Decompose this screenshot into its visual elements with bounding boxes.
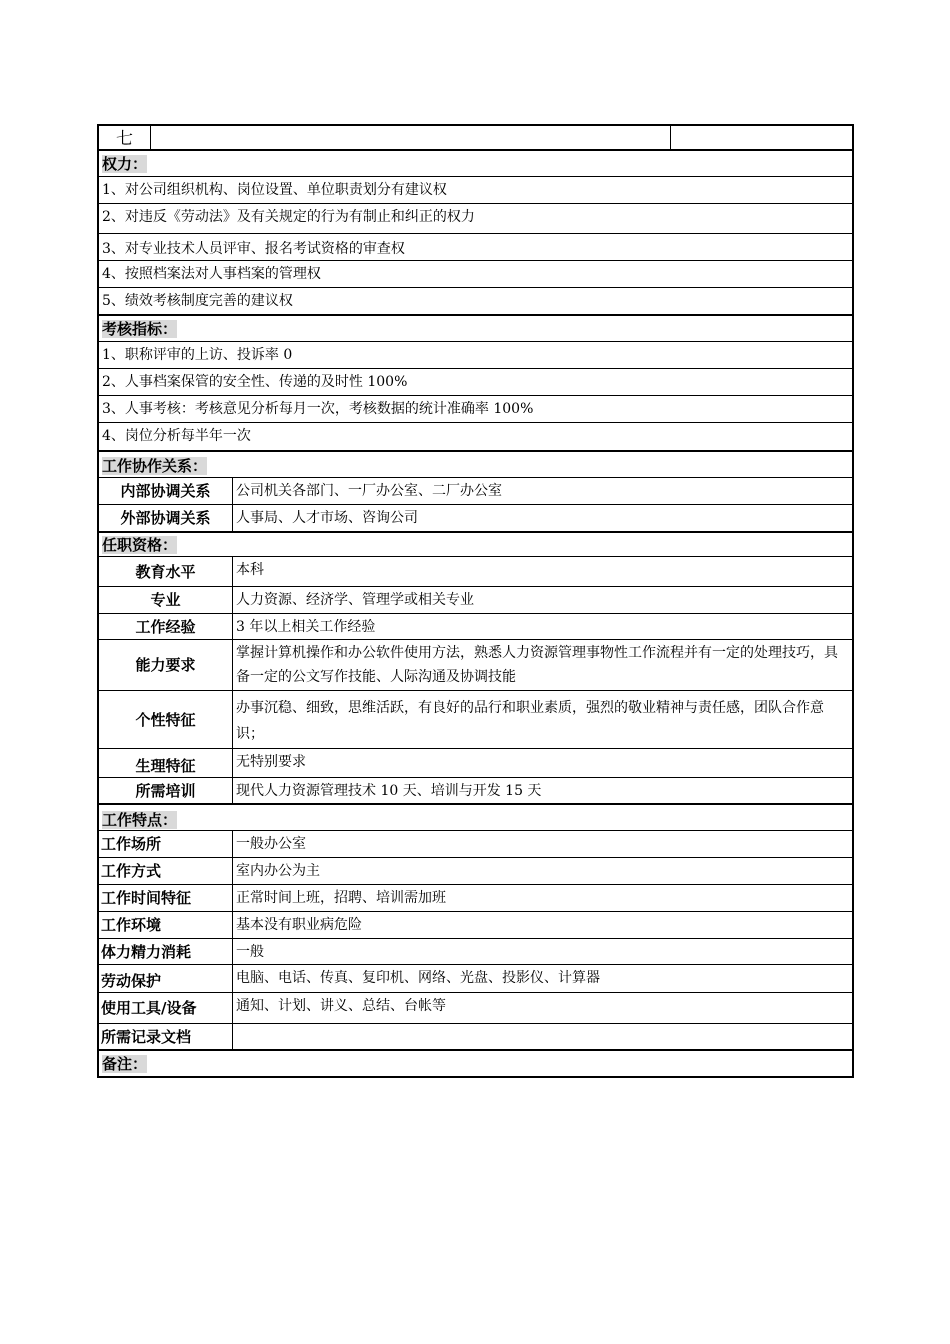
table-row — [97, 749, 854, 778]
list-item — [97, 261, 854, 288]
table-row — [97, 587, 854, 614]
relation-label: 外部协调关系 — [99, 505, 233, 531]
table-row — [97, 831, 854, 858]
kpi-item: 1、职称评审的上访、投诉率 0 — [102, 347, 293, 363]
relations-heading: 工作协作关系： — [102, 457, 208, 475]
list-item — [97, 342, 854, 369]
top-row — [97, 124, 854, 151]
feature-label: 劳动保护 — [99, 965, 233, 992]
feature-label: 工作方式 — [99, 858, 233, 884]
kpi-heading: 考核指标： — [102, 320, 178, 338]
feature-value: 通知、计划、讲义、总结、台帐等 — [236, 998, 446, 1014]
table-row — [97, 691, 854, 749]
table-row — [97, 478, 854, 505]
table-row — [97, 505, 854, 533]
qualifications-heading: 任职资格： — [102, 536, 178, 554]
table-row — [97, 614, 854, 640]
power-item: 1、对公司组织机构、岗位设置、单位职责划分有建议权 — [102, 182, 447, 198]
powers-heading: 权力： — [102, 155, 148, 173]
qualification-value: 本科 — [236, 562, 264, 578]
top-row-blank-cell-2 — [671, 126, 852, 149]
features-heading: 工作特点： — [102, 811, 178, 829]
feature-value — [233, 1024, 852, 1049]
feature-label: 工作场所 — [99, 831, 233, 857]
qualification-label: 生理特征 — [99, 749, 233, 777]
feature-label: 所需记录文档 — [99, 1024, 233, 1049]
table-row — [97, 640, 854, 691]
feature-label: 体力精力消耗 — [99, 939, 233, 964]
feature-value: 一般 — [236, 944, 264, 960]
kpi-heading-row — [97, 316, 854, 342]
list-item — [97, 288, 854, 316]
remarks-heading: 备注： — [102, 1055, 148, 1073]
qualification-value: 无特别要求 — [236, 754, 306, 770]
feature-value: 电脑、电话、传真、复印机、网络、光盘、投影仪、计算器 — [236, 970, 600, 986]
feature-label: 工作时间特征 — [99, 885, 233, 911]
power-item: 4、按照档案法对人事档案的管理权 — [102, 266, 321, 282]
table-row — [97, 939, 854, 965]
powers-heading-row — [97, 151, 854, 177]
kpi-item: 2、人事档案保管的安全性、传递的及时性 100% — [102, 374, 408, 390]
feature-value: 正常时间上班，招聘、培训需加班 — [236, 890, 446, 906]
feature-value: 室内办公为主 — [236, 863, 320, 879]
relation-label: 内部协调关系 — [99, 478, 233, 504]
qualification-value: 现代人力资源管理技术 10 天、培训与开发 15 天 — [236, 783, 542, 799]
qualification-value: 人力资源、经济学、管理学或相关专业 — [236, 592, 474, 608]
section-number: 七 — [99, 126, 151, 149]
feature-label: 工作环境 — [99, 912, 233, 938]
relations-heading-row — [97, 452, 854, 478]
list-item — [97, 234, 854, 261]
qualification-label: 能力要求 — [99, 640, 233, 690]
kpi-item: 3、人事考核：考核意见分析每月一次，考核数据的统计准确率 100% — [102, 401, 534, 417]
qualification-label: 所需培训 — [99, 778, 233, 803]
top-row-blank-cell — [151, 126, 671, 149]
qualifications-heading-row — [97, 533, 854, 557]
qualification-label: 教育水平 — [99, 557, 233, 586]
relation-value: 人事局、人才市场、咨询公司 — [236, 510, 418, 526]
table-row — [97, 858, 854, 885]
remarks-row — [97, 1051, 854, 1078]
list-item — [97, 177, 854, 204]
table-row — [97, 557, 854, 587]
table-row — [97, 1024, 854, 1051]
relation-value: 公司机关各部门、一厂办公室、二厂办公室 — [236, 483, 502, 499]
feature-value: 基本没有职业病危险 — [236, 917, 362, 933]
list-item — [97, 396, 854, 423]
power-item: 5、绩效考核制度完善的建议权 — [102, 293, 293, 309]
features-heading-row — [97, 805, 854, 831]
job-description-table — [97, 124, 854, 1078]
list-item — [97, 423, 854, 452]
table-row — [97, 993, 854, 1024]
feature-value: 一般办公室 — [236, 836, 306, 852]
table-row — [97, 885, 854, 912]
power-item: 2、对违反《劳动法》及有关规定的行为有制止和纠正的权力 — [102, 209, 475, 225]
list-item — [97, 204, 854, 234]
qualification-value: 3 年以上相关工作经验 — [236, 619, 376, 635]
power-item: 3、对专业技术人员评审、报名考试资格的审查权 — [102, 241, 405, 257]
qualification-value: 掌握计算机操作和办公软件使用方法，熟悉人力资源管理事物性工作流程并有一定的处理技巧，具备一定的公文写作技能、人际沟通及协调技能 — [236, 645, 838, 685]
feature-label: 使用工具/设备 — [99, 993, 233, 1023]
qualification-label: 工作经验 — [99, 614, 233, 639]
table-row — [97, 778, 854, 805]
qualification-value: 办事沉稳、细致，思维活跃，有良好的品行和职业素质，强烈的敬业精神与责任感，团队合作意识； — [236, 700, 824, 742]
list-item — [97, 369, 854, 396]
qualification-label: 个性特征 — [99, 691, 233, 748]
kpi-item: 4、岗位分析每半年一次 — [102, 428, 251, 444]
qualification-label: 专业 — [99, 587, 233, 613]
table-row — [97, 912, 854, 939]
table-row — [97, 965, 854, 993]
